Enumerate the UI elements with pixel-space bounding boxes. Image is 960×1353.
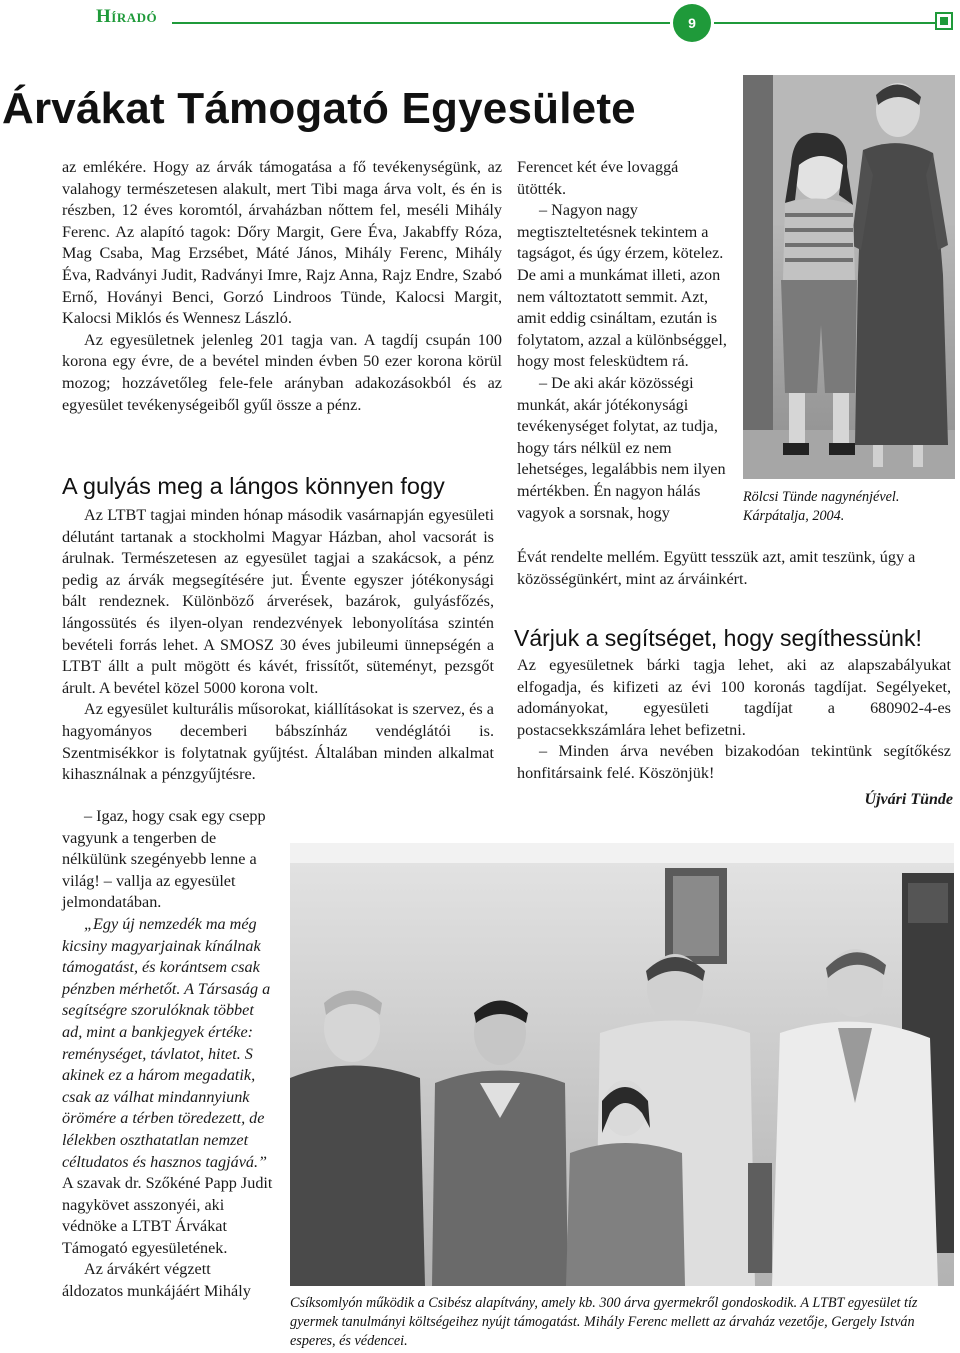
quote-ambassador: „Egy új nemzedék ma még kicsiny magyarjainak kínálnak támogatást, és korántsem csak pénzben mérhetőt. A Társaság a segítségre szorulóknak többet ad, mint a bankjegyek értéke: reménységet, távlatot, hitet. S akinek ez a három megadatik, csak az válhat mindannyiunk örömére a térben töredezett, de lélekben oszthatatlan nemzet céltudatos és hasznos tagjává.” — [62, 914, 271, 1171]
column-2-narrow — [517, 157, 730, 524]
subheading-gulyas: A gulyás meg a lángos könnyen fogy — [62, 473, 445, 499]
paragraph-knighted: Ferencet két éve lovaggá ütötték. — [517, 158, 679, 198]
author-signature: Újvári Tünde — [864, 791, 953, 808]
column-2-wide — [517, 547, 951, 590]
portrait-caption-line1: Rölcsi Tünde nagynénjével. — [743, 489, 900, 505]
group-photo — [290, 843, 954, 1286]
paragraph-knight: Az árvákért végzett áldozatos munkájáért Mihály — [62, 1260, 251, 1301]
publication-name: Híradó — [96, 6, 158, 27]
column-1-section — [62, 505, 494, 786]
portrait-caption-line2: Kárpátalja, 2004. — [743, 508, 845, 524]
portrait-photo — [743, 75, 955, 479]
paragraph-membership: Az egyesületnek bárki tagja lehet, aki az alapszabályukat elfogadja, és kifizeti az évi 100 koronás tagdíjat. Segélyeket, adományokat, egyesületi tagdíjat a 680902-4-es postacsekkszámlára lehet befizetni. — [517, 656, 951, 739]
paragraph-founders: az emlékére. Hogy az árvák támogatása a fő tevékenységünk, az valahogy természetesen alakult, mert Tibi maga árva volt, és én is részben, 12 éves koromtól, árvaházban nőttem fel, meséli Mihály Ferenc. Az alapító tagok: Dőry Margit, Gere Éva, Jakabffy Róza, Mag Csaba, Mag Erzsébet, Máté János, Mihály Ferenc, Mihály Éva, Radványi Judit, Radványi Imre, Rajz Anna, Rajz Endre, Szabó Ernő, Hoványi Benci, Gorzó Lindroos Tünde, Kalocsi Margit, Kalocsi Miklós és Wennesz László. — [62, 158, 502, 328]
subheading-help: Várjuk a segítséget, hogy segíthessünk! — [514, 625, 922, 651]
column-1-intro — [62, 157, 502, 416]
paragraph-members: Az egyesületnek jelenleg 201 tagja van. A tagdíj csupán 100 korona egy évre, de a bevétel minden évben 50 ezer korona körül mozog; hozzávetőleg fele-fele arányban adakozásokból és az egyesület tevékenységeiből gyűl össze a pénz. — [62, 330, 502, 414]
page-number: 9 — [673, 4, 711, 42]
column-2-section — [517, 655, 951, 785]
group-photo-caption: Csíksomlyón működik a Csibész alapítvány, amely kb. 300 árva gyermekről gondoskodik. A LTBT egyesület tíz gyermek tanulmányi költségeihez nyújt támogatást. Mihály Ferenc mellett az árvaház vezetője, Gergely István esperes, és védencei. — [290, 1295, 918, 1349]
paragraph-culture: Az egyesület kulturális műsorokat, kiállításokat is szervez, és a hagyományos decemberi bábszínház vendéglátói is. Szentmisékkor is folytatnak gyűjtést. Általában minden alkalmat kihasználnak a pénzgyűjtésre. — [62, 700, 494, 784]
article-title: Árvákat Támogató Egyesülete — [2, 84, 636, 133]
paragraph-thanks: – Minden árva nevében bizakodóan tekintünk segítőkész honfitársaink felé. Köszönjük! — [517, 742, 951, 782]
narrow-column — [62, 806, 274, 1303]
paragraph-events: Az LTBT tagjai minden hónap második vasárnapján egyesületi délutánt tartanak a stockholmi Magyar Házban, ahol vacsorát is árulnak. Természetesen az egyesület tagjai a szakácsok, a pénz pedig az árvák megsegítésére jut. Évente egyszer jótékonysági bált rendeznek. Különböző árverések, bazárok, gulyásfőzés, lángossütés és ilyen-olyan rendezvények lebonyolítása szintén bevételi forrás lehet. A SMOSZ 30 éves jubileumi ünnepségén a LTBT állt a pult mögött és kávét, frissítőt, süteményt, pezsgőt árult. A bevétel közel 5000 korona volt. — [62, 506, 494, 697]
paragraph-honour: – Nagyon nagy megtiszteltetésnek tekintem a tagságot, és úgy érzem, kötelez. De ami a munkámat illeti, azon nem változtatott semmit. Azt, amit eddig csináltam, ezután is folytatom, azzal a különbséggel, hogy most felesküdtem rá. — [517, 201, 727, 371]
paragraph-motto: – Igaz, hogy csak egy csepp vagyunk a tengerben de nélkülünk szegényebb lenne a világ! – vallja az egyesület jelmondatában. — [62, 807, 266, 912]
header-rule-right — [714, 22, 936, 24]
header-rule-left — [172, 22, 670, 24]
ornament-icon — [934, 11, 954, 31]
paragraph-partner-end: Évát rendelte mellém. Együtt tesszük azt, amit teszünk, úgy a közösségünkért, mint az árváinkért. — [517, 548, 916, 588]
paragraph-partner: – De aki akár közösségi munkát, akár jótékonysági tevékenységet folytat, az tudja, hogy társ nélkül ez nem lehetséges, legalábbis nem ilyen mértékben. Én nagyon hálás vagyok a sorsnak, hogy — [517, 373, 726, 522]
paragraph-ambassador: A szavak dr. Szőkéné Papp Judit nagykövet asszonyéi, aki védnöke a LTBT Árvákat Támogató egyesületének. — [62, 1174, 273, 1257]
